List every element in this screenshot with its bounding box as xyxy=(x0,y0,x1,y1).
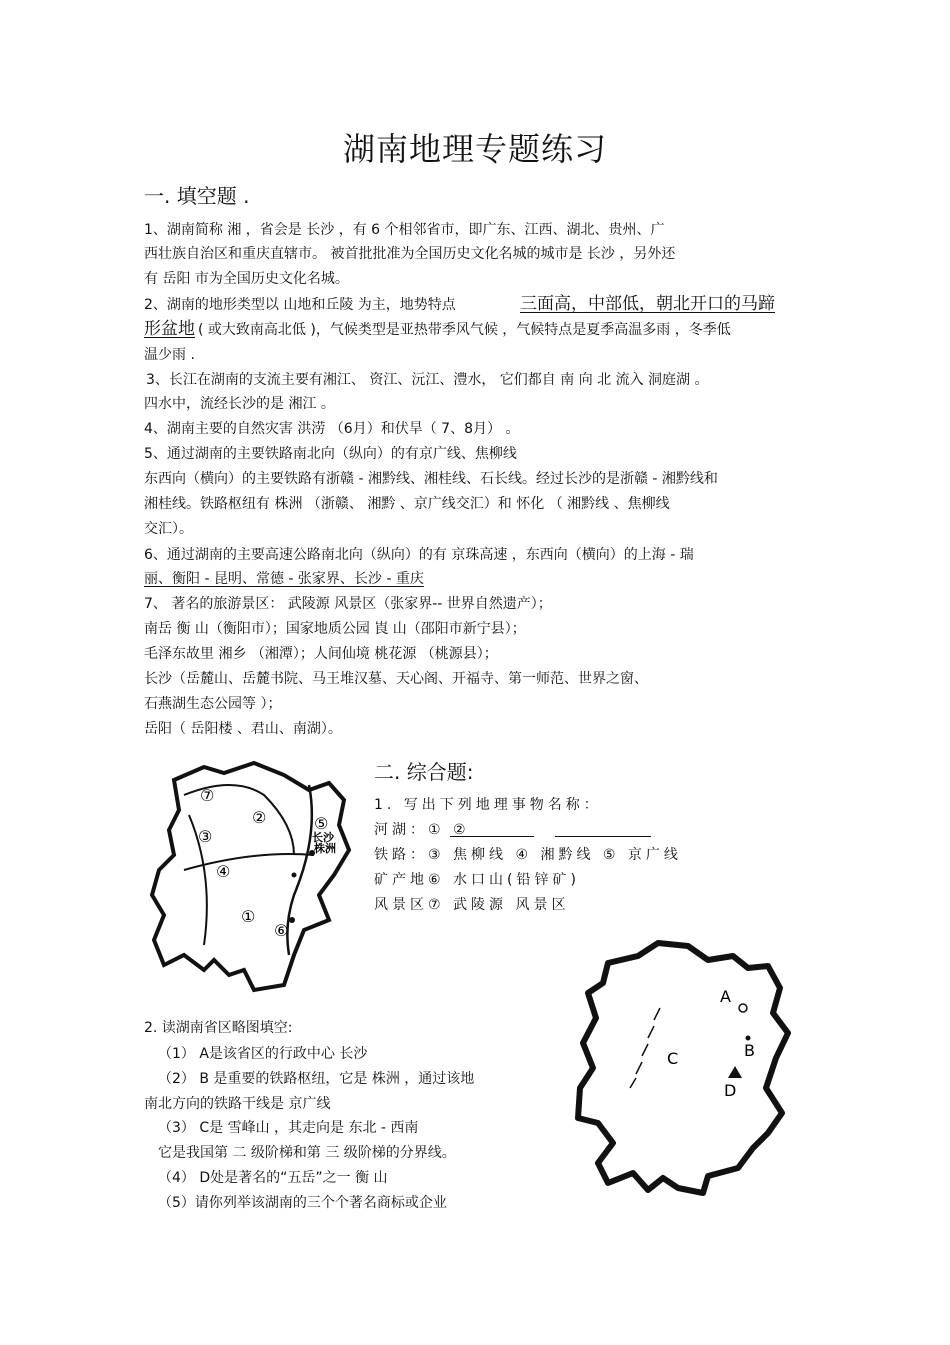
text-line: 石燕湖生态公园等 ）； xyxy=(144,696,282,712)
q2-line: 它是我国第 二 级阶梯和第 三 级阶梯的分界线。 xyxy=(158,1145,456,1161)
city-marker xyxy=(289,917,295,923)
text-line: 丽、衡阳 - 昆明、常德 - 张家界、长沙 - 重庆 xyxy=(144,571,424,587)
text-line: 6、通过湖南的主要高速公路南北向（纵向）的有 京珠高速 ，东西向（横向）的上海 - 瑞 xyxy=(144,547,694,563)
text-line: 1、湖南简称 湘 ，省会是 长沙 ，有 6 个相邻省市，即广东、江西、湖北、贵州、广 xyxy=(144,222,665,238)
text-line: 西壮族自治区和重庆直辖市。 被首批批准为全国历史文化名城的城市是 长沙 ，另外还 xyxy=(144,246,676,262)
text-line: 有 岳阳 市为全国历史文化名城。 xyxy=(144,271,349,287)
lake-marker xyxy=(739,1004,747,1012)
section2-heading: 二. 综合题: xyxy=(374,760,474,784)
text-line: 7、 著名的旅游景区： 武陵源 风景区（张家界-- 世界自然遗产）； xyxy=(144,596,552,612)
q2-line: 南北方向的铁路干线是 京广线 xyxy=(144,1096,331,1112)
map-label: ⑤ xyxy=(314,814,329,833)
q1-line: 矿产地⑥ 水口山(铅锌矿) xyxy=(374,872,580,888)
section1-heading: 一. 填空题 . xyxy=(144,184,250,208)
text-line: 4、湖南主要的自然灾害 洪涝 （6月）和伏旱（ 7、8月） 。 xyxy=(144,421,520,437)
text-line: 3、长江在湖南的支流主要有湘江、 资江、沅江、澧水， 它们都自 南 向 北 流入 洞庭湖 。 xyxy=(146,372,709,388)
text-line: 长沙（岳麓山、岳麓书院、马王堆汉墓、天心阁、开福寺、第一师范、世界之窗、 xyxy=(144,671,648,687)
map-label: A xyxy=(720,987,731,1006)
q2-line: （3） C是 雪峰山 ，其走向是 东北 - 西南 xyxy=(158,1120,419,1136)
q2-line: （5）请你列举该湖南的三个个著名商标或企业 xyxy=(158,1195,447,1211)
map-label: ② xyxy=(252,808,267,827)
map-label: C xyxy=(667,1049,679,1068)
text-line: 温少雨 . xyxy=(144,347,195,363)
province-outline xyxy=(152,763,349,990)
map-label: B xyxy=(744,1041,755,1060)
text-line: 东西向（横向）的主要铁路有浙赣 - 湘黔线、湘桂线、石长线。经过长沙的是浙赣 - 湘黔线和 xyxy=(144,471,718,487)
map-label: ① xyxy=(241,907,256,926)
q2-line: 2. 读湖南省区略图填空: xyxy=(144,1020,293,1036)
q2-line: （4） D处是著名的“五岳”之一 衡 山 xyxy=(158,1170,388,1186)
text-line: 交汇）。 xyxy=(144,521,193,537)
map-label: ③ xyxy=(198,827,213,846)
q1-line: 1. 写出下列地理事物名称： xyxy=(374,797,602,813)
text-line: 毛泽东故里 湘乡 （湘潭）；人间仙境 桃花源 （桃源县）； xyxy=(144,646,498,662)
q2-line: （2） B 是重要的铁路枢纽，它是 株洲 ，通过该地 xyxy=(158,1071,475,1087)
map-label: 长沙 xyxy=(312,831,334,844)
q1-line: 风景区⑦ 武陵源 风景区 xyxy=(374,897,570,913)
text-line: 2、湖南的地形类型以 山地和丘陵 为主，地势特点 xyxy=(144,297,456,313)
province-outline xyxy=(578,943,788,1193)
map-label: 株洲 xyxy=(314,842,336,855)
text-line: 岳阳（ 岳阳楼 、君山、南湖）。 xyxy=(144,721,342,737)
map-label: ⑦ xyxy=(200,786,215,805)
page-title: 湖南地理专题练习 xyxy=(342,130,607,168)
text-line: 南岳 衡 山（衡阳市）；国家地质公园 崀 山（邵阳市新宁县）； xyxy=(144,621,526,637)
mountain-range xyxy=(630,1008,660,1088)
hunan-sketch-map xyxy=(144,755,360,995)
text-line: 湘桂线。铁路枢纽有 株洲 （浙赣、 湘黔 、京广线交汇）和 怀化 （ 湘黔线 、焦柳线 xyxy=(144,496,670,512)
city-marker xyxy=(746,1036,751,1041)
text-line-emphasis: 三面高，中部低，朝北开口的马蹄 xyxy=(520,294,775,314)
text-line-emphasis: 形盆地 xyxy=(144,319,195,339)
blank-line xyxy=(555,836,651,837)
map-label: ⑥ xyxy=(274,921,289,940)
q1-line: 铁路：③ 焦柳线 ④ 湘黔线 ⑤ 京广线 xyxy=(374,847,682,863)
city-marker xyxy=(292,873,297,878)
blank-line xyxy=(450,836,534,837)
text-line: ( 或大致南高北低 )，气候类型是亚热带季风气候 ，气候特点是夏季高温多雨 ，冬季低 xyxy=(198,322,731,338)
q1-line: 河湖：① ② xyxy=(374,822,470,838)
text-line: 5、通过湖南的主要铁路南北向（纵向）的有京广线、焦柳线 xyxy=(144,446,517,462)
map-label: D xyxy=(724,1081,737,1100)
map-label: ④ xyxy=(216,862,231,881)
text-line: 四水中，流经长沙的是 湘江 。 xyxy=(144,396,335,412)
mountain-marker xyxy=(728,1066,742,1078)
hunan-outline-map xyxy=(568,938,808,1196)
q2-line: （1） A是该省区的行政中心 长沙 xyxy=(158,1046,368,1062)
